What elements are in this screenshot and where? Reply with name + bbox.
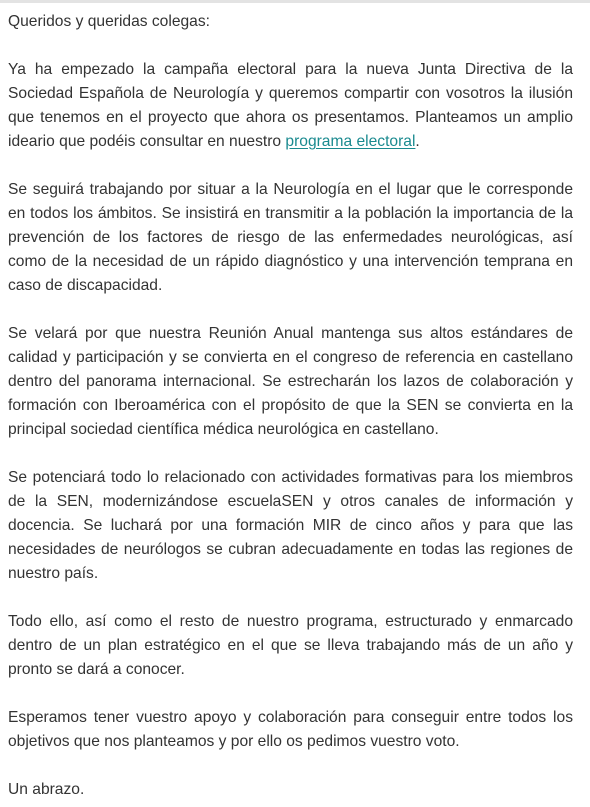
closing: Un abrazo.: [8, 781, 85, 798]
paragraph-strategic-plan: Todo ello, así como el resto de nuestro programa, estructurado y enmarcado dentro de un plan estratégico en el que se lleva trabajando más de un año y pronto se dará a conocer.: [8, 613, 573, 678]
email-body: [8, 10, 573, 802]
paragraph-annual-meeting: Se velará por que nuestra Reunión Anual mantenga sus altos estándares de calidad y participación y se convierta en el congreso de referencia en castellano dentro del panorama internacional. Se estrecharán los lazos de colaboración y formación con Iberoamérica con el propósito de que la SEN se convierta en la principal sociedad científica médica neurológica en castellano.: [8, 325, 573, 438]
paragraph-intro: [8, 58, 573, 154]
paragraph-training: Se potenciará todo lo relacionado con actividades formativas para los miembros de la SEN, modernizándose escuelaSEN y otros canales de información y docencia. Se luchará por una formación MIR de cinco años y para que las necesidades de neurólogos se cubran adecuadamente en todas las regiones de nuestro país.: [8, 469, 573, 582]
paragraph-intro-text: Ya ha empezado la campaña electoral para la nueva Junta Directiva de la Sociedad Española de Neurología y queremos compartir con vosotros la ilusión que tenemos en el proyecto que ahora os presentamos. Planteamos un amplio ideario que podéis consultar en nuestro: [8, 61, 573, 150]
paragraph-neurology: Se seguirá trabajando por situar a la Neurología en el lugar que le corresponde en todos los ámbitos. Se insistirá en transmitir a la población la importancia de la prevención de los factores de riesgo de las enfermedades neurológicas, así como de la necesidad de un rápido diagnóstico y una intervención temprana en caso de discapacidad.: [8, 181, 573, 294]
paragraph-vote-request: Esperamos tener vuestro apoyo y colaboración para conseguir entre todos los objetivos que nos planteamos y por ello os pedimos vuestro voto.: [8, 709, 573, 750]
electoral-program-link[interactable]: programa electoral: [285, 133, 416, 150]
top-divider: [0, 0, 590, 3]
greeting: Queridos y queridas colegas:: [8, 13, 210, 30]
paragraph-intro-end: .: [415, 133, 420, 150]
